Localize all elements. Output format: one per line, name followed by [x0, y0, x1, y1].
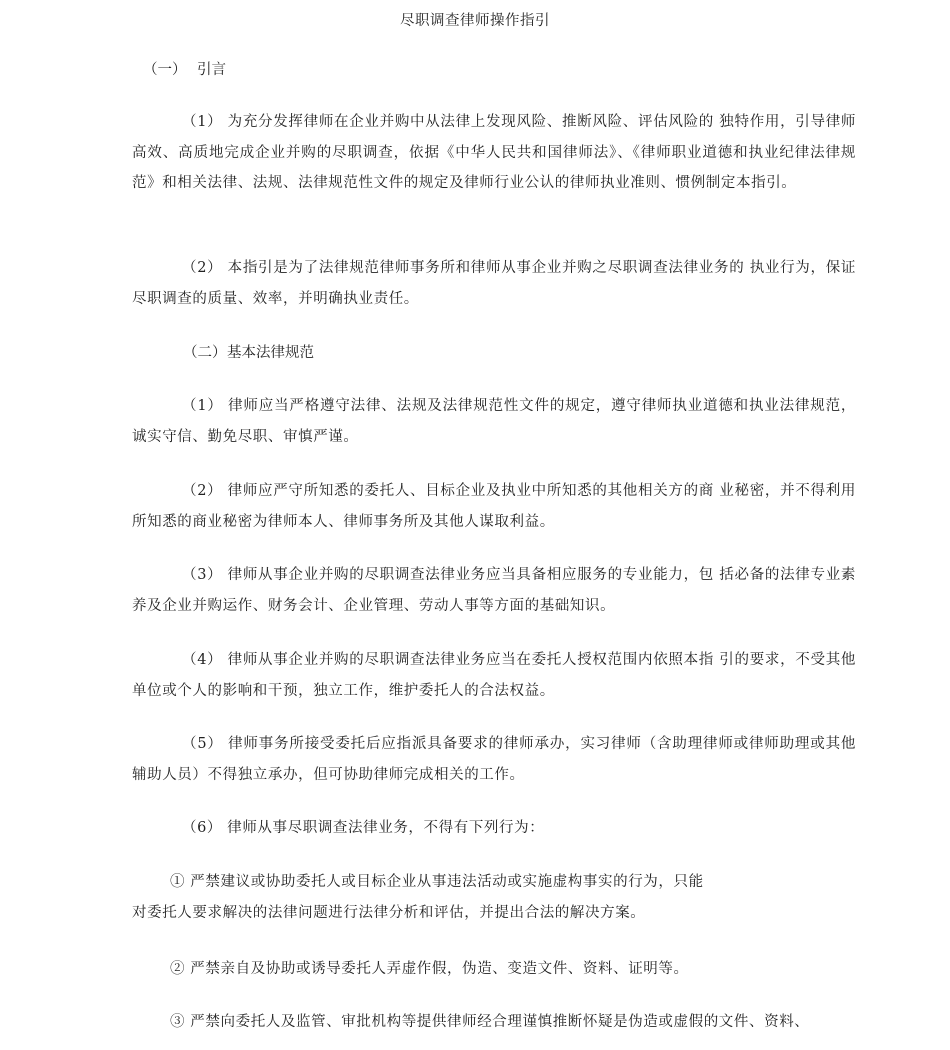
section-heading-basic-norms	[183, 341, 314, 362]
paragraph-text: （3） 律师从事企业并购的尽职调查法律业务应当具备相应服务的专业能力，包 括必备的法律专业素养及企业并购运作、财务会计、企业管理、劳动人事等方面的基础知识。	[132, 567, 856, 614]
section-heading-introduction	[143, 58, 226, 79]
paragraph-norm-6	[132, 813, 856, 844]
paragraph-norm-1	[132, 391, 856, 452]
section-number: （二）	[183, 345, 227, 361]
paragraph-text: （6） 律师从事尽职调查法律业务，不得有下列行为：	[182, 820, 545, 836]
document-title: 尽职调查律师操作指引	[400, 13, 550, 29]
paragraph-text: （1） 为充分发挥律师在企业并购中从法律上发现风险、推断风险、评估风险的 独特作用，引导律师高效、高质地完成企业并购的尽职调查，依据《中华人民共和国律师法》、《律师职业道德和执业纪律法律规范》和相关法律、法规、法律规范性文件的规定及律师行业公认的律师执业准则、惯例制定本指引。	[132, 114, 856, 191]
paragraph-intro-1	[132, 107, 856, 199]
paragraph-intro-2	[132, 253, 856, 314]
section-heading-text: 引言	[197, 62, 226, 78]
paragraph-text: （4） 律师从事企业并购的尽职调查法律业务应当在委托人授权范围内依照本指 引的要求，不受其他单位或个人的影响和干预，独立工作，维护委托人的合法权益。	[132, 652, 856, 699]
bullet-text-line-2: 对委托人要求解决的法律问题进行法律分析和评估，并提出合法的解决方案。	[132, 904, 646, 921]
paragraph-norm-5	[132, 729, 856, 790]
bullet-item-2: ② 严禁亲自及协助或诱导委托人弄虚作假，伪造、变造文件、资料、证明等。	[170, 961, 689, 977]
section-number: （一）	[143, 62, 187, 78]
paragraph-text: （2） 本指引是为了法律规范律师事务所和律师从事企业并购之尽职调查法律业务的 执业行为，保证尽职调查的质量、效率，并明确执业责任。	[132, 260, 856, 307]
bullet-text-line-1: ① 严禁建议或协助委托人或目标企业从事违法活动或实施虚构事实的行为，只能	[170, 874, 704, 890]
bullet-item-1	[132, 867, 862, 928]
bullet-item-3: ③ 严禁向委托人及监管、审批机构等提供律师经合理谨慎推断怀疑是伪造或虚假的文件、资料、	[170, 1014, 810, 1030]
paragraph-text: （2） 律师应严守所知悉的委托人、目标企业及执业中所知悉的其他相关方的商 业秘密，并不得利用所知悉的商业秘密为律师本人、律师事务所及其他人谋取利益。	[132, 483, 856, 530]
paragraph-norm-4	[132, 645, 856, 706]
section-heading-text: 基本法律规范	[227, 345, 314, 361]
paragraph-norm-2	[132, 476, 856, 537]
paragraph-text: （5） 律师事务所接受委托后应指派具备要求的律师承办，实习律师（含助理律师或律师助理或其他辅助人员）不得独立承办，但可协助律师完成相关的工作。	[132, 736, 856, 783]
paragraph-norm-3	[132, 560, 856, 621]
paragraph-text: （1） 律师应当严格遵守法律、法规及法律规范性文件的规定，遵守律师执业道德和执业法律规范，诚实守信、勤免尽职、审慎严谨。	[132, 398, 856, 445]
